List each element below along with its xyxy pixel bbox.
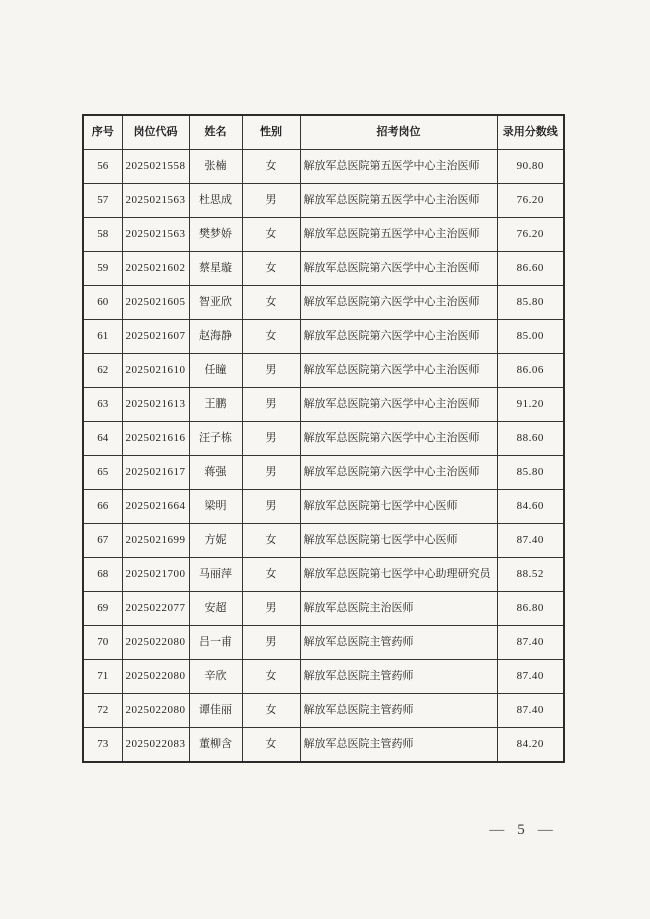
cell-name: 辛欣 — [189, 660, 242, 694]
cell-code: 2025021617 — [122, 456, 189, 490]
table-row — [83, 490, 564, 524]
column-header: 招考岗位 — [300, 115, 497, 150]
cell-serial: 73 — [83, 728, 122, 762]
cell-score: 76.20 — [497, 184, 564, 218]
cell-position: 解放军总医院第六医学中心主治医师 — [300, 320, 497, 354]
cell-gender: 男 — [242, 490, 300, 524]
cell-gender: 女 — [242, 728, 300, 762]
cell-serial: 59 — [83, 252, 122, 286]
cell-score: 86.80 — [497, 592, 564, 626]
cell-name: 智亚欣 — [189, 286, 242, 320]
table-row — [83, 354, 564, 388]
cell-score: 87.40 — [497, 524, 564, 558]
footer-right-dash: — — [537, 822, 553, 838]
cell-serial: 70 — [83, 626, 122, 660]
cell-serial: 56 — [83, 150, 122, 184]
recruitment-score-table — [82, 114, 565, 763]
footer-left-dash: — — [489, 822, 505, 838]
column-header: 姓名 — [189, 115, 242, 150]
cell-name: 吕一甫 — [189, 626, 242, 660]
cell-serial: 63 — [83, 388, 122, 422]
cell-serial: 71 — [83, 660, 122, 694]
cell-name: 任瞳 — [189, 354, 242, 388]
cell-serial: 61 — [83, 320, 122, 354]
cell-position: 解放军总医院第六医学中心主治医师 — [300, 388, 497, 422]
cell-position: 解放军总医院主管药师 — [300, 660, 497, 694]
table-body — [83, 150, 564, 762]
cell-score: 85.80 — [497, 286, 564, 320]
table-row — [83, 218, 564, 252]
cell-code: 2025021602 — [122, 252, 189, 286]
cell-score: 86.06 — [497, 354, 564, 388]
cell-code: 2025022080 — [122, 694, 189, 728]
cell-serial: 62 — [83, 354, 122, 388]
table-row — [83, 252, 564, 286]
cell-name: 王鹏 — [189, 388, 242, 422]
table-row — [83, 286, 564, 320]
cell-gender: 男 — [242, 592, 300, 626]
table-row — [83, 456, 564, 490]
cell-score: 76.20 — [497, 218, 564, 252]
cell-serial: 57 — [83, 184, 122, 218]
cell-gender: 女 — [242, 320, 300, 354]
cell-gender: 女 — [242, 524, 300, 558]
cell-gender: 女 — [242, 218, 300, 252]
cell-gender: 女 — [242, 660, 300, 694]
cell-name: 汪子栋 — [189, 422, 242, 456]
cell-code: 2025021699 — [122, 524, 189, 558]
cell-code: 2025021700 — [122, 558, 189, 592]
cell-position: 解放军总医院第五医学中心主治医师 — [300, 184, 497, 218]
cell-code: 2025022080 — [122, 660, 189, 694]
cell-gender: 女 — [242, 694, 300, 728]
table-header-row — [83, 115, 564, 150]
cell-name: 谭佳丽 — [189, 694, 242, 728]
column-header: 序号 — [83, 115, 122, 150]
table-row — [83, 388, 564, 422]
cell-code: 2025022083 — [122, 728, 189, 762]
cell-code: 2025021616 — [122, 422, 189, 456]
table-row — [83, 320, 564, 354]
cell-gender: 男 — [242, 456, 300, 490]
cell-score: 88.52 — [497, 558, 564, 592]
cell-score: 85.00 — [497, 320, 564, 354]
cell-name: 董柳含 — [189, 728, 242, 762]
cell-score: 86.60 — [497, 252, 564, 286]
cell-score: 84.20 — [497, 728, 564, 762]
cell-position: 解放军总医院第七医学中心医师 — [300, 524, 497, 558]
cell-gender: 男 — [242, 626, 300, 660]
cell-serial: 69 — [83, 592, 122, 626]
cell-position: 解放军总医院第六医学中心主治医师 — [300, 456, 497, 490]
cell-score: 88.60 — [497, 422, 564, 456]
cell-score: 91.20 — [497, 388, 564, 422]
cell-code: 2025021607 — [122, 320, 189, 354]
table-row — [83, 524, 564, 558]
cell-serial: 64 — [83, 422, 122, 456]
table-row — [83, 150, 564, 184]
cell-score: 87.40 — [497, 660, 564, 694]
cell-score: 90.80 — [497, 150, 564, 184]
cell-name: 樊梦娇 — [189, 218, 242, 252]
cell-name: 方妮 — [189, 524, 242, 558]
table-row — [83, 184, 564, 218]
cell-code: 2025021605 — [122, 286, 189, 320]
cell-gender: 女 — [242, 150, 300, 184]
table-row — [83, 694, 564, 728]
cell-serial: 68 — [83, 558, 122, 592]
cell-code: 2025021558 — [122, 150, 189, 184]
cell-score: 85.80 — [497, 456, 564, 490]
column-header: 录用分数线 — [497, 115, 564, 150]
column-header: 岗位代码 — [122, 115, 189, 150]
cell-code: 2025022080 — [122, 626, 189, 660]
table-row — [83, 558, 564, 592]
cell-score: 84.60 — [497, 490, 564, 524]
cell-name: 蔡星璇 — [189, 252, 242, 286]
cell-name: 梁明 — [189, 490, 242, 524]
cell-position: 解放军总医院第五医学中心主治医师 — [300, 150, 497, 184]
cell-code: 2025021613 — [122, 388, 189, 422]
cell-position: 解放军总医院第六医学中心主治医师 — [300, 286, 497, 320]
cell-code: 2025021563 — [122, 184, 189, 218]
table-row — [83, 626, 564, 660]
cell-serial: 67 — [83, 524, 122, 558]
cell-name: 杜思成 — [189, 184, 242, 218]
cell-gender: 女 — [242, 286, 300, 320]
table-row — [83, 592, 564, 626]
cell-code: 2025022077 — [122, 592, 189, 626]
cell-gender: 女 — [242, 252, 300, 286]
cell-serial: 65 — [83, 456, 122, 490]
cell-name: 蒋强 — [189, 456, 242, 490]
cell-name: 马丽萍 — [189, 558, 242, 592]
cell-position: 解放军总医院第六医学中心主治医师 — [300, 422, 497, 456]
cell-position: 解放军总医院第七医学中心助理研究员 — [300, 558, 497, 592]
cell-position: 解放军总医院主管药师 — [300, 694, 497, 728]
cell-serial: 66 — [83, 490, 122, 524]
cell-gender: 男 — [242, 354, 300, 388]
page-footer — [471, 822, 571, 839]
cell-name: 安超 — [189, 592, 242, 626]
cell-serial: 60 — [83, 286, 122, 320]
cell-position: 解放军总医院主治医师 — [300, 592, 497, 626]
cell-gender: 男 — [242, 388, 300, 422]
cell-gender: 男 — [242, 184, 300, 218]
cell-serial: 72 — [83, 694, 122, 728]
cell-position: 解放军总医院第七医学中心医师 — [300, 490, 497, 524]
cell-score: 87.40 — [497, 694, 564, 728]
cell-position: 解放军总医院第六医学中心主治医师 — [300, 252, 497, 286]
cell-gender: 女 — [242, 558, 300, 592]
cell-name: 赵海静 — [189, 320, 242, 354]
cell-position: 解放军总医院主管药师 — [300, 626, 497, 660]
table-row — [83, 728, 564, 762]
cell-position: 解放军总医院第六医学中心主治医师 — [300, 354, 497, 388]
cell-score: 87.40 — [497, 626, 564, 660]
cell-code: 2025021563 — [122, 218, 189, 252]
table-row — [83, 422, 564, 456]
cell-code: 2025021664 — [122, 490, 189, 524]
cell-code: 2025021610 — [122, 354, 189, 388]
cell-position: 解放军总医院第五医学中心主治医师 — [300, 218, 497, 252]
table-row — [83, 660, 564, 694]
page-number: 5 — [517, 822, 525, 838]
cell-position: 解放军总医院主管药师 — [300, 728, 497, 762]
cell-gender: 男 — [242, 422, 300, 456]
cell-serial: 58 — [83, 218, 122, 252]
cell-name: 张楠 — [189, 150, 242, 184]
column-header: 性别 — [242, 115, 300, 150]
